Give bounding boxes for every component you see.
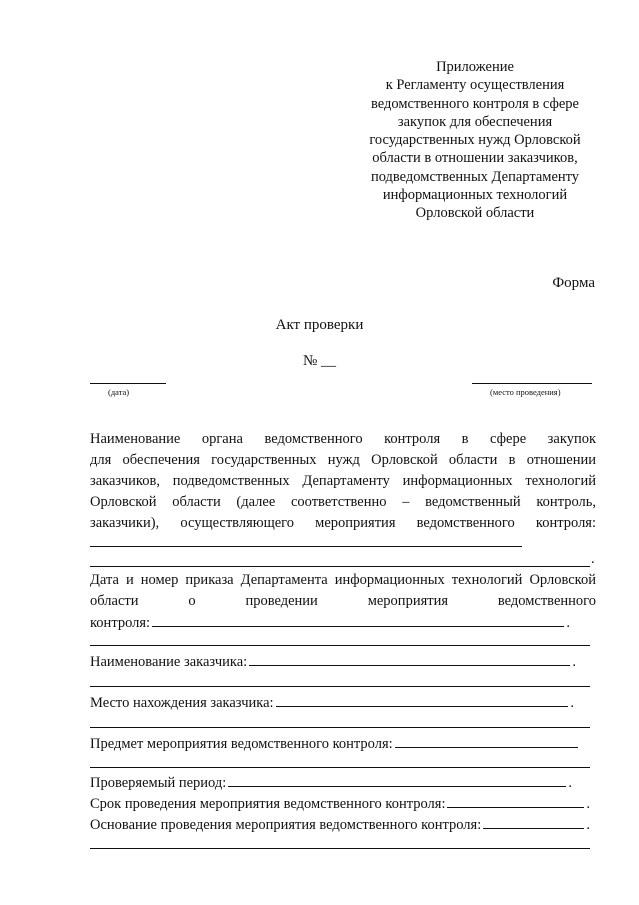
appendix-line: к Регламенту осуществления xyxy=(385,77,565,94)
appendix-line: закупок для обеспечения xyxy=(397,113,553,130)
date-line[interactable] xyxy=(90,383,166,384)
term-field[interactable] xyxy=(447,793,584,808)
intro-paragraph xyxy=(90,429,596,534)
control-body-line-2[interactable] xyxy=(90,566,590,567)
order-fill-row xyxy=(90,612,570,633)
document-title: Акт проверки xyxy=(275,317,364,333)
appendix-header xyxy=(355,58,595,223)
customer-location-extra-line[interactable] xyxy=(90,727,590,728)
order-dot: . xyxy=(566,615,570,631)
customer-location-label: Место нахождения заказчика: xyxy=(90,695,274,711)
intro-line: Наименование органа ведомственного контроля в сфере закупок xyxy=(90,431,596,447)
appendix-line: подведомственных Департаменту xyxy=(370,168,580,185)
basis-label: Основание проведения мероприятия ведомственного контроля: xyxy=(90,817,482,833)
basis-extra-line[interactable] xyxy=(90,848,590,849)
term-label: Срок проведения мероприятия ведомственного контроля: xyxy=(90,796,446,812)
order-last-label: контроля: xyxy=(90,615,151,631)
subject-label: Предмет мероприятия ведомственного контроля: xyxy=(90,736,393,752)
final-fields xyxy=(90,772,596,835)
customer-name-row xyxy=(90,651,576,672)
intro-line: заказчиков, подведомственных Департаменту информационных технологий xyxy=(90,473,596,489)
customer-name-field[interactable] xyxy=(249,651,570,666)
basis-dot: . xyxy=(586,817,590,833)
term-row xyxy=(90,793,590,814)
subject-row xyxy=(90,733,580,754)
control-body-dot: . xyxy=(591,551,595,567)
appendix-line: ведомственного контроля в сфере xyxy=(370,95,579,112)
place-line[interactable] xyxy=(472,383,592,384)
customer-location-row xyxy=(90,692,574,713)
intro-line: для обеспечения государственных нужд Орловской области в отношении xyxy=(90,452,596,468)
customer-location-dot: . xyxy=(570,695,574,711)
order-line: Дата и номер приказа Департамента информационных технологий Орловской xyxy=(90,572,596,588)
period-dot: . xyxy=(568,775,572,791)
customer-location-field[interactable] xyxy=(276,692,569,707)
subject-field[interactable] xyxy=(395,733,578,748)
appendix-line: государственных нужд Орловской xyxy=(369,132,581,149)
customer-name-extra-line[interactable] xyxy=(90,686,590,687)
appendix-line: Орловской области xyxy=(415,205,535,222)
date-caption: (дата) xyxy=(108,387,130,397)
term-dot: . xyxy=(586,796,590,812)
customer-name-label: Наименование заказчика: xyxy=(90,654,248,670)
order-paragraph xyxy=(90,570,596,633)
period-label: Проверяемый период: xyxy=(90,775,227,791)
subject-extra-line[interactable] xyxy=(90,767,590,768)
appendix-line: Приложение xyxy=(436,59,514,75)
appendix-line: области в отношении заказчиков, xyxy=(372,150,578,167)
intro-line: заказчики), осуществляющего мероприятия ведомственного контроля: xyxy=(90,515,596,531)
order-field[interactable] xyxy=(152,612,564,627)
form-label: Форма xyxy=(552,275,595,291)
basis-row xyxy=(90,814,590,835)
control-body-line-1[interactable] xyxy=(90,546,522,547)
basis-field[interactable] xyxy=(483,814,584,829)
appendix-line: информационных технологий xyxy=(382,187,568,204)
place-caption: (место проведения) xyxy=(490,387,561,397)
customer-name-dot: . xyxy=(572,654,576,670)
period-field[interactable] xyxy=(228,772,566,787)
act-number: № __ xyxy=(302,353,337,369)
order-line: области о проведении мероприятия ведомственного xyxy=(90,593,596,609)
intro-line: Орловской области (далее соответственно – ведомственный контроль, xyxy=(90,494,596,510)
period-row xyxy=(90,772,572,793)
order-extra-line[interactable] xyxy=(90,645,590,646)
